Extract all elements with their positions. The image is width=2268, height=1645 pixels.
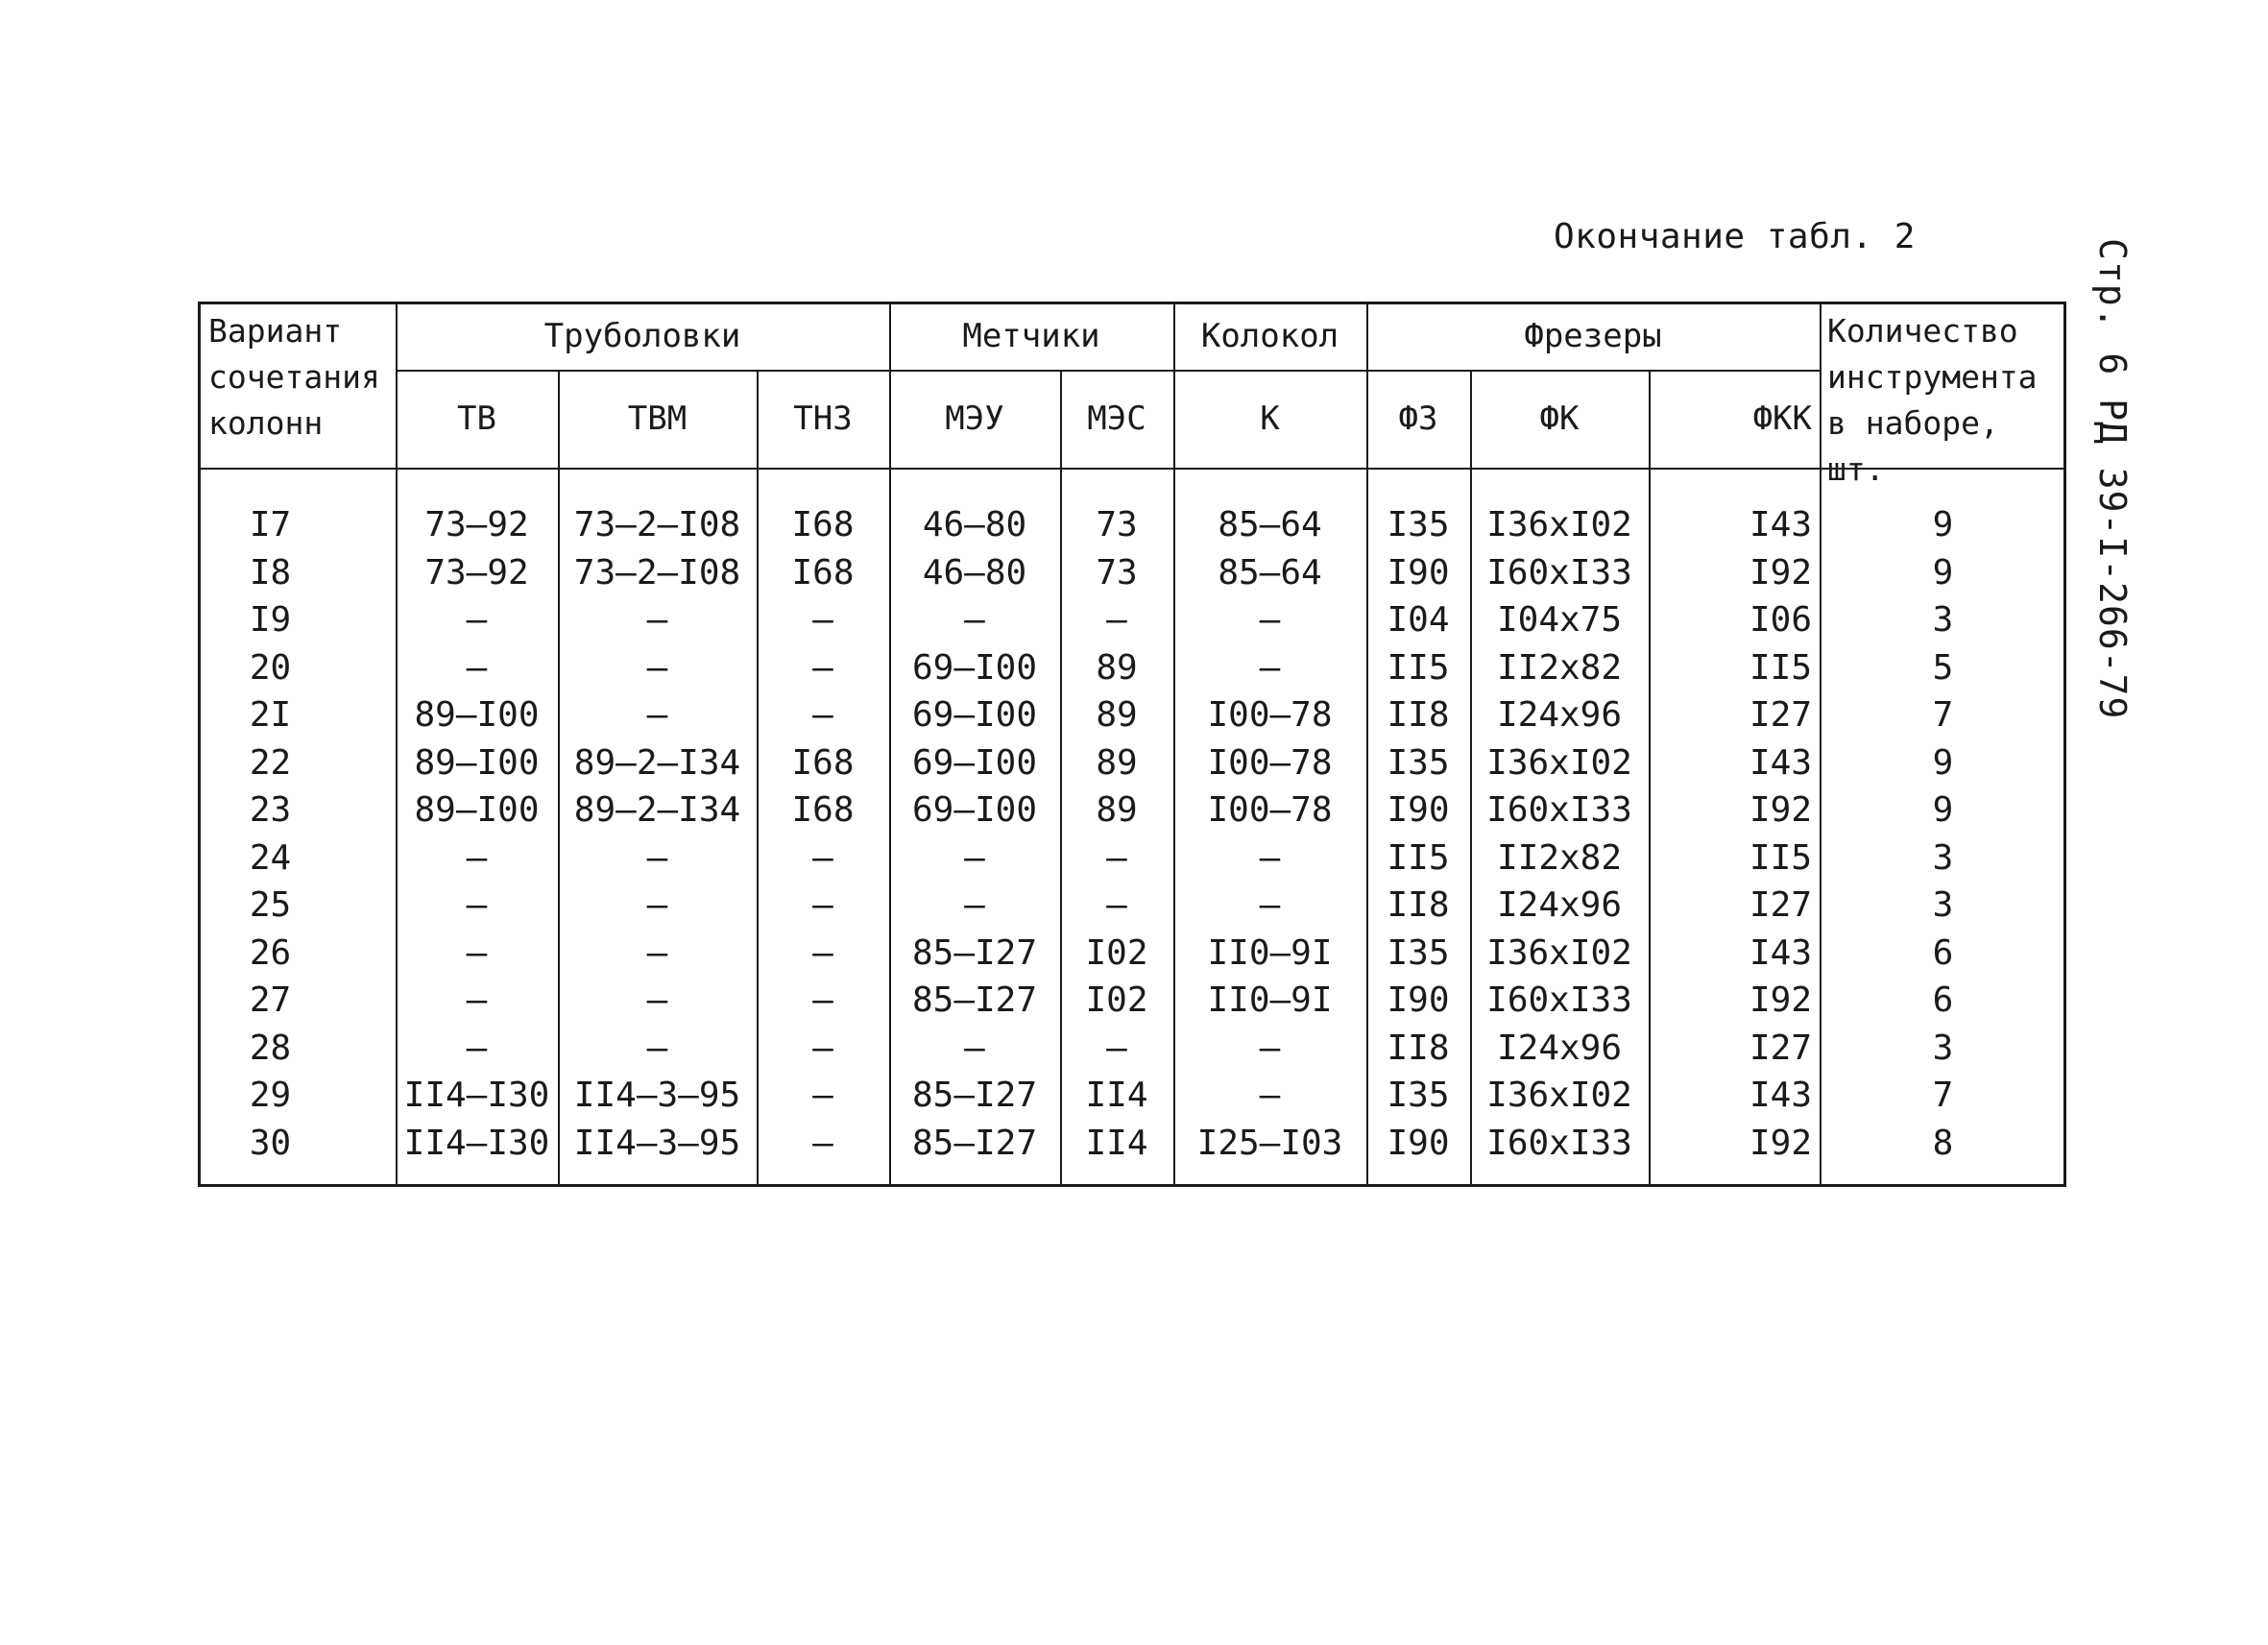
cell-variant: 27 xyxy=(249,980,292,1020)
subheader-tvm: ТВМ xyxy=(627,399,688,438)
cell-tv: 89–I00 xyxy=(414,695,540,735)
subheader-fkk: ФКК xyxy=(1752,399,1812,438)
cell-tvm: – xyxy=(646,695,668,735)
cell-fkk: I43 xyxy=(1749,932,1812,973)
subheader-fk: ФК xyxy=(1539,399,1580,438)
cell-qty: 3 xyxy=(1932,885,1954,925)
cell-fk: I36xI02 xyxy=(1486,742,1632,783)
cell-fz: II8 xyxy=(1387,885,1450,925)
cell-tvm: – xyxy=(646,600,668,640)
cell-tvm: – xyxy=(646,980,668,1020)
cell-meu: 69–I00 xyxy=(911,742,1038,783)
cell-k: II0–9I xyxy=(1207,932,1333,973)
cell-fk: I36xI02 xyxy=(1486,1076,1632,1115)
cell-variant: 24 xyxy=(249,837,292,878)
cell-tv: – xyxy=(466,647,488,688)
cell-tnz: I68 xyxy=(791,790,855,830)
cell-variant: 23 xyxy=(249,790,292,830)
cell-tvm: – xyxy=(646,932,668,973)
cell-qty: 6 xyxy=(1932,932,1954,973)
cell-tnz: – xyxy=(812,647,833,688)
cell-tnz: I68 xyxy=(791,505,855,544)
cell-tnz: – xyxy=(812,1123,833,1163)
cell-fz: I35 xyxy=(1387,505,1450,544)
cell-tv: 89–I00 xyxy=(414,790,540,830)
cell-k: 85–64 xyxy=(1218,552,1322,593)
cell-meu: 85–I27 xyxy=(911,1123,1038,1163)
cell-tv: II4–I30 xyxy=(403,1123,550,1163)
cell-meu: 46–80 xyxy=(922,552,1027,593)
cell-fkk: I92 xyxy=(1749,552,1812,593)
cell-k: – xyxy=(1259,1076,1281,1115)
cell-fk: I60xI33 xyxy=(1486,790,1632,830)
cell-k: – xyxy=(1259,1028,1281,1068)
cell-fz: I90 xyxy=(1387,552,1450,593)
subheader-tnz: ТНЗ xyxy=(793,399,853,438)
cell-fkk: II5 xyxy=(1749,647,1812,688)
cell-qty: 3 xyxy=(1932,1028,1954,1068)
page-code-text: Стр. 6 РД 39-I-266-79 xyxy=(2091,238,2134,720)
cell-tnz: – xyxy=(812,837,833,878)
cell-fk: II2x82 xyxy=(1496,837,1623,878)
subheader-mes: МЭС xyxy=(1087,399,1146,438)
cell-tnz: – xyxy=(812,885,833,925)
cell-meu: 85–I27 xyxy=(911,980,1038,1020)
cell-qty: 7 xyxy=(1932,1076,1954,1115)
cell-tv: 73–92 xyxy=(424,552,529,593)
cell-qty: 3 xyxy=(1932,837,1954,878)
cell-variant: 25 xyxy=(249,885,292,925)
cell-fk: I04x75 xyxy=(1496,600,1623,640)
cell-tnz: – xyxy=(812,980,833,1020)
cell-fkk: II5 xyxy=(1749,837,1812,878)
cell-mes: 89 xyxy=(1096,742,1138,783)
cell-tv: – xyxy=(466,885,488,925)
subheader-meu: МЭУ xyxy=(945,399,1004,438)
cell-fkk: I43 xyxy=(1749,1076,1812,1115)
cell-fk: II2x82 xyxy=(1496,647,1623,688)
cell-mes: – xyxy=(1106,600,1127,640)
cell-meu: 85–I27 xyxy=(911,932,1038,973)
cell-tnz: I68 xyxy=(791,552,855,593)
subheader-tv: ТВ xyxy=(457,399,496,438)
cell-fk: I60xI33 xyxy=(1486,980,1632,1020)
cell-tvm: 89–2–I34 xyxy=(573,742,741,783)
cell-qty: 9 xyxy=(1932,552,1954,593)
cell-meu: 85–I27 xyxy=(911,1076,1038,1115)
cell-tnz: – xyxy=(812,932,833,973)
cell-fk: I36xI02 xyxy=(1486,505,1632,544)
cell-fk: I60xI33 xyxy=(1486,552,1632,593)
cell-variant: I7 xyxy=(249,505,292,544)
cell-k: – xyxy=(1259,647,1281,688)
header-bottom-line xyxy=(201,468,2066,470)
header-trubolovki: Труболовки xyxy=(543,317,741,355)
cell-fkk: I43 xyxy=(1749,505,1812,544)
header-quantity: Количество инструмента в наборе, шт. xyxy=(1827,312,2038,488)
cell-tvm: 73–2–I08 xyxy=(573,505,741,544)
cell-tnz: – xyxy=(812,600,833,640)
cell-k: I00–78 xyxy=(1207,695,1333,735)
cell-tv: 89–I00 xyxy=(414,742,540,783)
cell-fz: I90 xyxy=(1387,980,1450,1020)
cell-meu: – xyxy=(964,837,985,878)
cell-tvm: II4–3–95 xyxy=(573,1076,741,1115)
cell-fz: II8 xyxy=(1387,695,1450,735)
cell-fz: II5 xyxy=(1387,837,1450,878)
cell-k: I00–78 xyxy=(1207,790,1333,830)
cell-k: I00–78 xyxy=(1207,742,1333,783)
cell-mes: 89 xyxy=(1096,695,1138,735)
cell-tvm: 89–2–I34 xyxy=(573,790,741,830)
cell-fz: I35 xyxy=(1387,932,1450,973)
cell-tv: – xyxy=(466,980,488,1020)
cell-tv: – xyxy=(466,600,488,640)
table-caption: Окончание табл. 2 xyxy=(1554,217,1916,256)
cell-k: – xyxy=(1259,600,1281,640)
cell-tnz: I68 xyxy=(791,742,855,783)
cell-variant: 22 xyxy=(249,742,292,783)
cell-fz: II5 xyxy=(1387,647,1450,688)
cell-tvm: – xyxy=(646,837,668,878)
cell-qty: 9 xyxy=(1932,505,1954,544)
cell-mes: I02 xyxy=(1085,980,1148,1020)
cell-k: II0–9I xyxy=(1207,980,1333,1020)
cell-fz: II8 xyxy=(1387,1028,1450,1068)
cell-variant: 30 xyxy=(249,1123,292,1163)
cell-tvm: – xyxy=(646,647,668,688)
cell-fkk: I06 xyxy=(1749,600,1812,640)
cell-qty: 6 xyxy=(1932,980,1954,1020)
cell-qty: 9 xyxy=(1932,790,1954,830)
cell-fz: I90 xyxy=(1387,790,1450,830)
cell-mes: 89 xyxy=(1096,790,1138,830)
cell-variant: 2I xyxy=(249,695,292,735)
subheader-fz: ФЗ xyxy=(1398,399,1438,438)
cell-variant: 28 xyxy=(249,1028,292,1068)
cell-tv: – xyxy=(466,1028,488,1068)
cell-qty: 5 xyxy=(1932,647,1954,688)
header-divider xyxy=(396,370,1820,372)
cell-tvm: – xyxy=(646,885,668,925)
cell-tvm: II4–3–95 xyxy=(573,1123,741,1163)
cell-qty: 8 xyxy=(1932,1123,1954,1163)
cell-mes: 73 xyxy=(1096,505,1138,544)
cell-tv: – xyxy=(466,932,488,973)
cell-fkk: I92 xyxy=(1749,980,1812,1020)
header-variant: Вариант сочетания колонн xyxy=(208,312,380,442)
cell-meu: 46–80 xyxy=(922,505,1027,544)
cell-fkk: I27 xyxy=(1749,1028,1812,1068)
cell-qty: 7 xyxy=(1932,695,1954,735)
cell-meu: 69–I00 xyxy=(911,695,1038,735)
cell-tv: II4–I30 xyxy=(403,1076,550,1115)
cell-tv: – xyxy=(466,837,488,878)
cell-fz: I35 xyxy=(1387,1076,1450,1115)
cell-k: – xyxy=(1259,885,1281,925)
cell-mes: II4 xyxy=(1085,1076,1148,1115)
cell-tvm: 73–2–I08 xyxy=(573,552,741,593)
cell-meu: – xyxy=(964,1028,985,1068)
cell-mes: II4 xyxy=(1085,1123,1148,1163)
cell-tv: 73–92 xyxy=(424,505,529,544)
cell-fk: I24x96 xyxy=(1496,695,1623,735)
cell-k: I25–I03 xyxy=(1196,1123,1343,1163)
cell-tnz: – xyxy=(812,1028,833,1068)
cell-tnz: – xyxy=(812,695,833,735)
data-table xyxy=(198,302,2066,1187)
cell-fz: I35 xyxy=(1387,742,1450,783)
cell-meu: – xyxy=(964,885,985,925)
cell-meu: 69–I00 xyxy=(911,647,1038,688)
cell-fkk: I92 xyxy=(1749,790,1812,830)
cell-mes: – xyxy=(1106,885,1127,925)
cell-mes: – xyxy=(1106,837,1127,878)
cell-qty: 9 xyxy=(1932,742,1954,783)
cell-variant: I8 xyxy=(249,552,292,593)
cell-fkk: I27 xyxy=(1749,695,1812,735)
cell-fkk: I27 xyxy=(1749,885,1812,925)
cell-k: 85–64 xyxy=(1218,505,1322,544)
cell-mes: I02 xyxy=(1085,932,1148,973)
cell-meu: 69–I00 xyxy=(911,790,1038,830)
cell-tnz: – xyxy=(812,1076,833,1115)
header-metchiki: Метчики xyxy=(962,317,1100,355)
cell-fkk: I92 xyxy=(1749,1123,1812,1163)
cell-fk: I36xI02 xyxy=(1486,932,1632,973)
cell-mes: 73 xyxy=(1096,552,1138,593)
cell-qty: 3 xyxy=(1932,600,1954,640)
cell-fk: I24x96 xyxy=(1496,1028,1623,1068)
cell-fk: I24x96 xyxy=(1496,885,1623,925)
cell-variant: 29 xyxy=(249,1076,292,1115)
cell-fkk: I43 xyxy=(1749,742,1812,783)
cell-fz: I90 xyxy=(1387,1123,1450,1163)
cell-k: – xyxy=(1259,837,1281,878)
cell-mes: – xyxy=(1106,1028,1127,1068)
cell-variant: I9 xyxy=(249,600,292,640)
header-kolokol: Колокол xyxy=(1200,317,1339,355)
cell-variant: 20 xyxy=(249,647,292,688)
cell-fk: I60xI33 xyxy=(1486,1123,1632,1163)
subheader-k: К xyxy=(1260,399,1280,438)
cell-fz: I04 xyxy=(1387,600,1450,640)
cell-mes: 89 xyxy=(1096,647,1138,688)
cell-meu: – xyxy=(964,600,985,640)
header-frezery: Фрезеры xyxy=(1524,317,1662,355)
cell-variant: 26 xyxy=(249,932,292,973)
cell-tvm: – xyxy=(646,1028,668,1068)
